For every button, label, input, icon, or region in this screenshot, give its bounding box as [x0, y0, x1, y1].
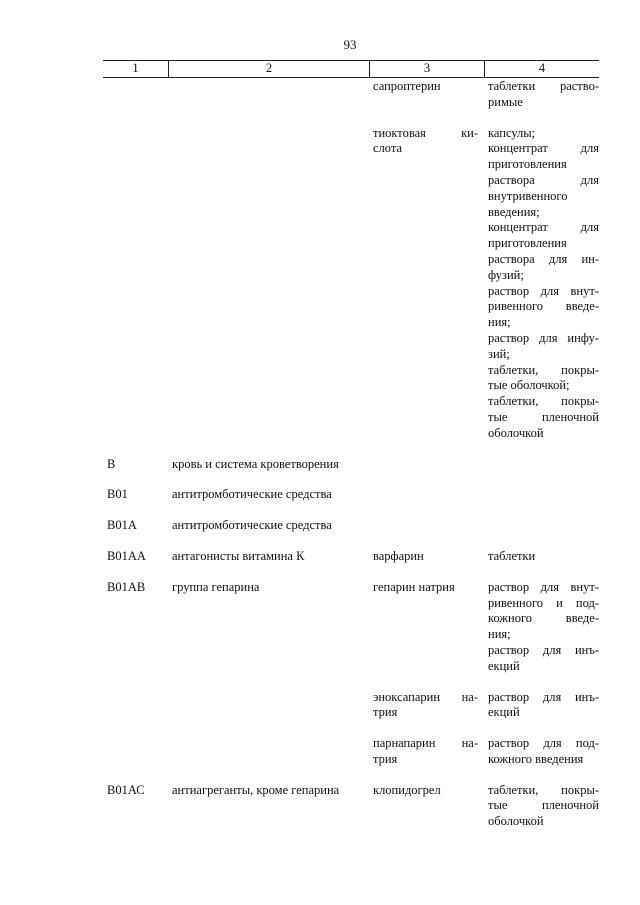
drug-name [369, 518, 484, 534]
table-row [103, 126, 599, 442]
dosage-form-line: внутривенного [488, 188, 568, 203]
anatomical-therapeutic-group: антитромботические средства [172, 487, 332, 502]
dosage-form-line: фузий; [488, 267, 524, 282]
dosage-form [484, 736, 599, 768]
dosage-form-line: раствор для инъ- [488, 689, 599, 704]
dosage-form-line: римые [488, 94, 523, 109]
drug-name [369, 457, 484, 473]
dosage-form-line: таблетки [488, 548, 536, 563]
drug-name-line: эноксапарин на- [373, 689, 478, 704]
dosage-form [484, 487, 599, 503]
atc-code: В01АА [107, 548, 146, 563]
anatomical-therapeutic-group [168, 79, 369, 111]
dosage-form-line: таблетки, покры- [488, 394, 599, 409]
dosage-form [484, 126, 599, 442]
atc-code: В01А [107, 518, 137, 533]
dosage-form-line: концентрат для [488, 220, 599, 235]
anatomical-therapeutic-group: антагонисты витамина К [172, 548, 305, 563]
dosage-form-line: раствор для инфу- [488, 330, 599, 345]
atc-code: В01 [107, 487, 128, 502]
table-row [103, 549, 599, 565]
table-row [103, 457, 599, 473]
drug-name-line: гепарин натрия [373, 579, 455, 594]
anatomical-therapeutic-group [168, 690, 369, 722]
drug-name-line: тиоктовая ки- [373, 125, 478, 140]
dosage-form-line: таблетки, покры- [488, 782, 599, 797]
dosage-form-line: зий; [488, 346, 510, 361]
dosage-form-line: приготовления [488, 236, 567, 251]
dosage-form-line: раствора для ин- [488, 251, 599, 266]
dosage-form [484, 518, 599, 534]
dosage-form-line: кожного введения [488, 751, 584, 766]
dosage-form-line: ривенного введе- [488, 299, 599, 314]
dosage-form-line: тые пленочной [488, 409, 599, 424]
drug-name-line: трия [373, 751, 398, 766]
table-row [103, 783, 599, 830]
drug-name-line: трия [373, 705, 398, 720]
atc-code [103, 736, 168, 768]
drug-name [369, 736, 484, 768]
atc-code [103, 79, 168, 111]
dosage-form-line: приготовления [488, 157, 567, 172]
table-header [103, 60, 599, 78]
drug-name [369, 126, 484, 442]
drug-name-line: сапроптерин [373, 79, 441, 93]
dosage-form-line: ния; [488, 627, 511, 642]
dosage-form-line: кожного введе- [488, 611, 599, 626]
atc-code: В01АС [107, 782, 145, 797]
drug-name [369, 487, 484, 503]
drug-name-line: варфарин [373, 548, 424, 563]
dosage-form [484, 783, 599, 830]
anatomical-therapeutic-group: антиагреганты, кроме гепарина [172, 782, 340, 797]
drug-name [369, 79, 484, 111]
drug-name-line: клопидогрел [373, 782, 441, 797]
dosage-form-line: таблетки раство- [488, 79, 599, 93]
dosage-form-line: ния; [488, 315, 511, 330]
dosage-form-line: тые пленочной [488, 798, 599, 813]
drug-name [369, 549, 484, 565]
dosage-form [484, 457, 599, 473]
dosage-form-line: оболочкой [488, 425, 544, 440]
dosage-form-line: концентрат для [488, 141, 599, 156]
anatomical-therapeutic-group: антитромботические средства [172, 518, 332, 533]
drug-name [369, 690, 484, 722]
dosage-form-line: таблетки, покры- [488, 362, 599, 377]
table-row [103, 580, 599, 675]
drug-name-line: парнапарин на- [373, 736, 478, 751]
anatomical-therapeutic-group: группа гепарина [172, 579, 260, 594]
dosage-form-line: екций [488, 705, 520, 720]
dosage-form-line: раствор для инъ- [488, 642, 599, 657]
dosage-form-line: ривенного и под- [488, 595, 599, 610]
dosage-form-line: раствор для внут- [488, 283, 599, 298]
atc-code: В [107, 456, 116, 471]
header-col-2: 2 [168, 61, 369, 77]
dosage-form-line: раствор для внут- [488, 579, 599, 594]
dosage-form [484, 79, 599, 111]
drug-name [369, 580, 484, 675]
atc-code [103, 690, 168, 722]
anatomical-therapeutic-group [168, 736, 369, 768]
table-row [103, 690, 599, 722]
dosage-form-line: раствора для [488, 172, 599, 187]
drug-name-line: слота [373, 141, 403, 156]
header-col-3: 3 [369, 61, 484, 77]
table-row [103, 487, 599, 503]
drug-table [103, 79, 599, 845]
anatomical-therapeutic-group [168, 126, 369, 442]
drug-name [369, 783, 484, 830]
header-col-4: 4 [484, 61, 599, 77]
table-row [103, 736, 599, 768]
table-row [103, 518, 599, 534]
dosage-form-line: капсулы; [488, 125, 536, 140]
header-col-1: 1 [132, 61, 139, 75]
page-number: 93 [343, 37, 357, 52]
dosage-form-line: оболочкой [488, 814, 544, 829]
dosage-form [484, 690, 599, 722]
dosage-form-line: введения; [488, 204, 540, 219]
dosage-form [484, 580, 599, 675]
dosage-form [484, 549, 599, 565]
dosage-form-line: екций [488, 658, 520, 673]
dosage-form-line: раствор для под- [488, 736, 599, 751]
table-row [103, 79, 599, 111]
dosage-form-line: тые оболочкой; [488, 378, 570, 393]
anatomical-therapeutic-group: кровь и система кроветворения [172, 456, 339, 471]
atc-code: В01АВ [107, 579, 146, 594]
atc-code [103, 126, 168, 442]
